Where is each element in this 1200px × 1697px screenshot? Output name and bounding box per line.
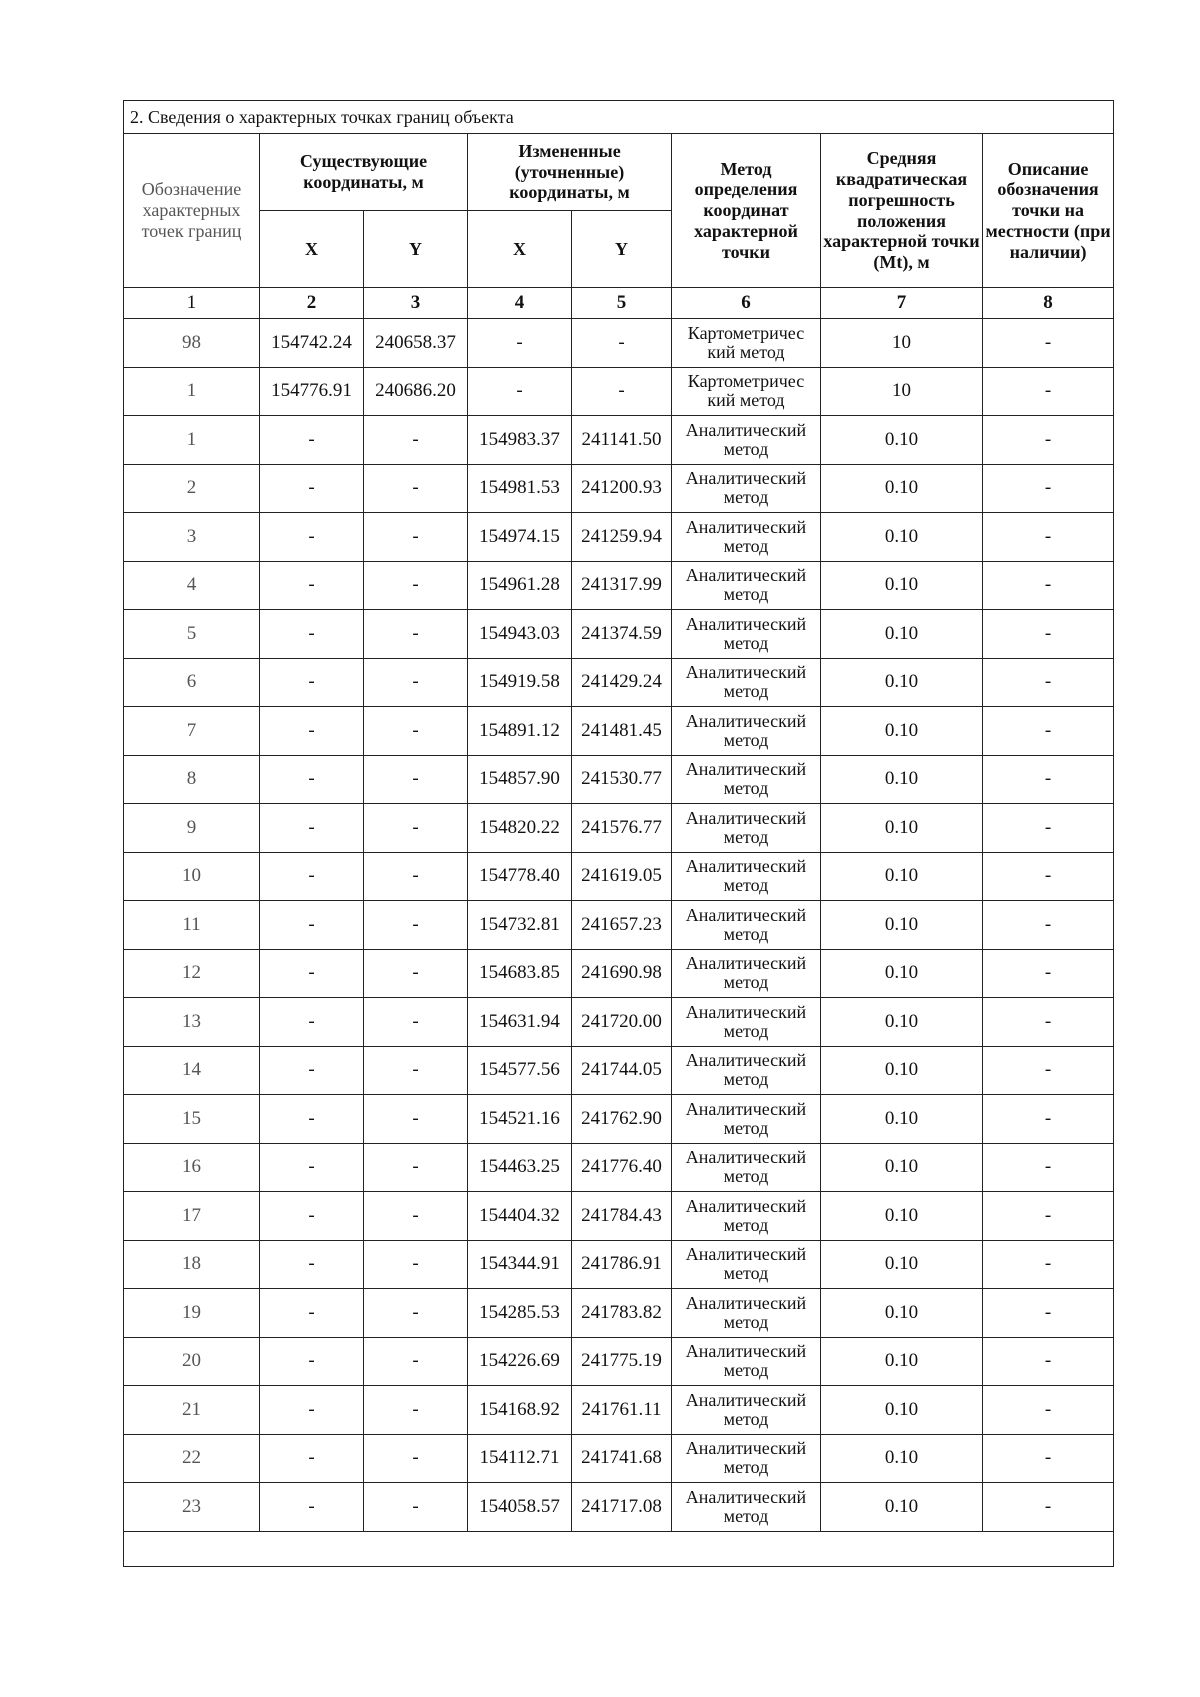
changed-y-value: 241786.91 <box>572 1240 672 1289</box>
column-number: 4 <box>468 288 572 319</box>
changed-y-value: 241720.00 <box>572 998 672 1047</box>
existing-x-value: - <box>260 901 364 950</box>
mean-error-value: 0.10 <box>821 561 983 610</box>
existing-x-value: - <box>260 1386 364 1435</box>
changed-y-value: 241576.77 <box>572 804 672 853</box>
mean-error-value: 0.10 <box>821 901 983 950</box>
mean-error-value: 0.10 <box>821 1386 983 1435</box>
method-value: Аналитический метод <box>672 901 821 950</box>
point-designation: 23 <box>124 1483 260 1532</box>
method-value: Аналитический метод <box>672 513 821 562</box>
header-existing-x: X <box>260 211 364 288</box>
existing-x-value: 154742.24 <box>260 319 364 368</box>
existing-y-value: - <box>364 561 468 610</box>
table-row <box>124 319 1114 368</box>
description-value: - <box>983 901 1114 950</box>
table-row <box>124 464 1114 513</box>
mean-error-value: 0.10 <box>821 1095 983 1144</box>
changed-y-value: 241741.68 <box>572 1434 672 1483</box>
existing-y-value: - <box>364 658 468 707</box>
description-value: - <box>983 1337 1114 1386</box>
mean-error-value: 0.10 <box>821 1337 983 1386</box>
existing-y-value: - <box>364 1289 468 1338</box>
point-designation: 21 <box>124 1386 260 1435</box>
boundary-points-sheet <box>123 100 1113 1567</box>
point-designation: 98 <box>124 319 260 368</box>
table-row <box>124 416 1114 465</box>
changed-y-value: 241775.19 <box>572 1337 672 1386</box>
table-row <box>124 1095 1114 1144</box>
header-existing-coordinates: Существующие координаты, м <box>260 134 468 211</box>
existing-y-value: - <box>364 901 468 950</box>
column-number: 2 <box>260 288 364 319</box>
description-value: - <box>983 1289 1114 1338</box>
mean-error-value: 0.10 <box>821 464 983 513</box>
table-row <box>124 513 1114 562</box>
point-designation: 2 <box>124 464 260 513</box>
existing-y-value: 240686.20 <box>364 367 468 416</box>
description-value: - <box>983 949 1114 998</box>
header-point-description: Описание обозначения точки на местности (при наличии) <box>983 134 1114 288</box>
header-changed-coordinates: Измененные (уточненные) координаты, м <box>468 134 672 211</box>
description-value: - <box>983 1095 1114 1144</box>
empty-footer-cell <box>124 1531 1114 1566</box>
changed-x-value: 154577.56 <box>468 1046 572 1095</box>
method-value: Аналитический метод <box>672 464 821 513</box>
description-value: - <box>983 367 1114 416</box>
table-row <box>124 1434 1114 1483</box>
existing-x-value: 154776.91 <box>260 367 364 416</box>
table-row <box>124 561 1114 610</box>
point-designation: 13 <box>124 998 260 1047</box>
point-designation: 9 <box>124 804 260 853</box>
changed-x-value: 154891.12 <box>468 707 572 756</box>
table-row <box>124 755 1114 804</box>
point-designation: 19 <box>124 1289 260 1338</box>
changed-x-value: 154732.81 <box>468 901 572 950</box>
existing-y-value: - <box>364 1240 468 1289</box>
method-value: Аналитический метод <box>672 1289 821 1338</box>
changed-y-value: 241317.99 <box>572 561 672 610</box>
existing-x-value: - <box>260 1483 364 1532</box>
existing-y-value: - <box>364 1143 468 1192</box>
table-row <box>124 949 1114 998</box>
method-value: Аналитический метод <box>672 1434 821 1483</box>
description-value: - <box>983 1192 1114 1241</box>
table-row <box>124 1046 1114 1095</box>
mean-error-value: 0.10 <box>821 658 983 707</box>
changed-y-value: 241784.43 <box>572 1192 672 1241</box>
existing-x-value: - <box>260 1434 364 1483</box>
changed-x-value: 154226.69 <box>468 1337 572 1386</box>
changed-x-value: 154820.22 <box>468 804 572 853</box>
table-row <box>124 1143 1114 1192</box>
method-value: Аналитический метод <box>672 416 821 465</box>
changed-y-value: 241657.23 <box>572 901 672 950</box>
mean-error-value: 0.10 <box>821 852 983 901</box>
existing-x-value: - <box>260 998 364 1047</box>
changed-x-value: 154919.58 <box>468 658 572 707</box>
changed-x-value: - <box>468 319 572 368</box>
method-value: Аналитический метод <box>672 1337 821 1386</box>
existing-y-value: - <box>364 755 468 804</box>
point-designation: 4 <box>124 561 260 610</box>
existing-y-value: - <box>364 1386 468 1435</box>
changed-x-value: 154631.94 <box>468 998 572 1047</box>
column-number: 1 <box>124 288 260 319</box>
changed-x-value: 154943.03 <box>468 610 572 659</box>
point-designation: 10 <box>124 852 260 901</box>
changed-x-value: 154778.40 <box>468 852 572 901</box>
existing-x-value: - <box>260 610 364 659</box>
method-value: Аналитический метод <box>672 1143 821 1192</box>
mean-error-value: 0.10 <box>821 1192 983 1241</box>
existing-x-value: - <box>260 561 364 610</box>
description-value: - <box>983 707 1114 756</box>
mean-error-value: 0.10 <box>821 1143 983 1192</box>
mean-error-value: 10 <box>821 319 983 368</box>
description-value: - <box>983 852 1114 901</box>
changed-y-value: 241200.93 <box>572 464 672 513</box>
method-value: Аналитический метод <box>672 658 821 707</box>
method-value: Аналитический метод <box>672 1046 821 1095</box>
mean-error-value: 10 <box>821 367 983 416</box>
changed-x-value: 154344.91 <box>468 1240 572 1289</box>
method-value: Аналитический метод <box>672 998 821 1047</box>
table-row <box>124 1192 1114 1241</box>
changed-x-value: 154983.37 <box>468 416 572 465</box>
table-row <box>124 707 1114 756</box>
description-value: - <box>983 1386 1114 1435</box>
existing-y-value: - <box>364 1434 468 1483</box>
header-changed-y: Y <box>572 211 672 288</box>
changed-y-value: 241761.11 <box>572 1386 672 1435</box>
mean-error-value: 0.10 <box>821 804 983 853</box>
method-value: Аналитический метод <box>672 610 821 659</box>
table-row <box>124 998 1114 1047</box>
table-row <box>124 367 1114 416</box>
description-value: - <box>983 561 1114 610</box>
table-row <box>124 1483 1114 1532</box>
point-designation: 12 <box>124 949 260 998</box>
changed-x-value: 154168.92 <box>468 1386 572 1435</box>
description-value: - <box>983 416 1114 465</box>
description-value: - <box>983 464 1114 513</box>
column-number: 6 <box>672 288 821 319</box>
existing-x-value: - <box>260 513 364 562</box>
existing-x-value: - <box>260 949 364 998</box>
changed-y-value: - <box>572 319 672 368</box>
mean-error-value: 0.10 <box>821 998 983 1047</box>
table-body <box>124 319 1114 1532</box>
changed-y-value: 241783.82 <box>572 1289 672 1338</box>
changed-x-value: 154683.85 <box>468 949 572 998</box>
changed-x-value: 154961.28 <box>468 561 572 610</box>
description-value: - <box>983 804 1114 853</box>
point-designation: 8 <box>124 755 260 804</box>
existing-x-value: - <box>260 1046 364 1095</box>
table-row <box>124 1289 1114 1338</box>
existing-y-value: 240658.37 <box>364 319 468 368</box>
changed-x-value: 154981.53 <box>468 464 572 513</box>
method-value: Аналитический метод <box>672 707 821 756</box>
existing-x-value: - <box>260 755 364 804</box>
changed-x-value: 154974.15 <box>468 513 572 562</box>
existing-x-value: - <box>260 416 364 465</box>
header-mean-error: Средняя квадратическая погрешность положения характерной точки (Mt), м <box>821 134 983 288</box>
changed-x-value: 154058.57 <box>468 1483 572 1532</box>
point-designation: 14 <box>124 1046 260 1095</box>
mean-error-value: 0.10 <box>821 1046 983 1095</box>
point-designation: 7 <box>124 707 260 756</box>
mean-error-value: 0.10 <box>821 755 983 804</box>
table-row <box>124 1240 1114 1289</box>
method-value: Аналитический метод <box>672 1095 821 1144</box>
point-designation: 17 <box>124 1192 260 1241</box>
existing-y-value: - <box>364 1046 468 1095</box>
column-number: 5 <box>572 288 672 319</box>
mean-error-value: 0.10 <box>821 1483 983 1532</box>
changed-y-value: 241744.05 <box>572 1046 672 1095</box>
column-number: 3 <box>364 288 468 319</box>
changed-y-value: 241762.90 <box>572 1095 672 1144</box>
changed-x-value: - <box>468 367 572 416</box>
point-designation: 5 <box>124 610 260 659</box>
point-designation: 1 <box>124 367 260 416</box>
method-value: Аналитический метод <box>672 949 821 998</box>
existing-y-value: - <box>364 610 468 659</box>
existing-y-value: - <box>364 1337 468 1386</box>
changed-y-value: 241776.40 <box>572 1143 672 1192</box>
mean-error-value: 0.10 <box>821 416 983 465</box>
table-row <box>124 610 1114 659</box>
existing-y-value: - <box>364 949 468 998</box>
column-number: 7 <box>821 288 983 319</box>
table-row <box>124 804 1114 853</box>
table-row <box>124 1337 1114 1386</box>
changed-y-value: 241481.45 <box>572 707 672 756</box>
method-value: Аналитический метод <box>672 755 821 804</box>
table-row <box>124 901 1114 950</box>
point-designation: 1 <box>124 416 260 465</box>
changed-y-value: 241717.08 <box>572 1483 672 1532</box>
existing-x-value: - <box>260 1240 364 1289</box>
existing-x-value: - <box>260 658 364 707</box>
point-designation: 11 <box>124 901 260 950</box>
point-designation: 15 <box>124 1095 260 1144</box>
existing-y-value: - <box>364 998 468 1047</box>
changed-y-value: 241530.77 <box>572 755 672 804</box>
method-value: Картометричес кий метод <box>672 367 821 416</box>
existing-y-value: - <box>364 1483 468 1532</box>
header-existing-y: Y <box>364 211 468 288</box>
mean-error-value: 0.10 <box>821 1434 983 1483</box>
existing-x-value: - <box>260 852 364 901</box>
changed-x-value: 154112.71 <box>468 1434 572 1483</box>
mean-error-value: 0.10 <box>821 949 983 998</box>
description-value: - <box>983 998 1114 1047</box>
description-value: - <box>983 1143 1114 1192</box>
boundary-points-table <box>123 100 1114 1567</box>
changed-x-value: 154521.16 <box>468 1095 572 1144</box>
changed-y-value: 241141.50 <box>572 416 672 465</box>
changed-y-value: - <box>572 367 672 416</box>
header-point-designation: Обозначение характерных точек границ <box>124 134 260 288</box>
method-value: Аналитический метод <box>672 1240 821 1289</box>
point-designation: 22 <box>124 1434 260 1483</box>
point-designation: 3 <box>124 513 260 562</box>
existing-y-value: - <box>364 1095 468 1144</box>
description-value: - <box>983 319 1114 368</box>
mean-error-value: 0.10 <box>821 1289 983 1338</box>
existing-x-value: - <box>260 1192 364 1241</box>
header-changed-x: X <box>468 211 572 288</box>
table-row <box>124 1386 1114 1435</box>
changed-y-value: 241690.98 <box>572 949 672 998</box>
header-method: Метод определения координат характерной точки <box>672 134 821 288</box>
existing-x-value: - <box>260 1143 364 1192</box>
method-value: Аналитический метод <box>672 1386 821 1435</box>
existing-x-value: - <box>260 464 364 513</box>
point-designation: 18 <box>124 1240 260 1289</box>
changed-x-value: 154285.53 <box>468 1289 572 1338</box>
changed-x-value: 154857.90 <box>468 755 572 804</box>
existing-x-value: - <box>260 1337 364 1386</box>
description-value: - <box>983 1046 1114 1095</box>
existing-x-value: - <box>260 1289 364 1338</box>
point-designation: 16 <box>124 1143 260 1192</box>
method-value: Аналитический метод <box>672 804 821 853</box>
empty-footer-row <box>124 1531 1114 1566</box>
point-designation: 20 <box>124 1337 260 1386</box>
existing-y-value: - <box>364 707 468 756</box>
point-designation: 6 <box>124 658 260 707</box>
mean-error-value: 0.10 <box>821 707 983 756</box>
mean-error-value: 0.10 <box>821 513 983 562</box>
existing-y-value: - <box>364 804 468 853</box>
changed-y-value: 241374.59 <box>572 610 672 659</box>
description-value: - <box>983 1483 1114 1532</box>
section-title: 2. Сведения о характерных точках границ объекта <box>124 101 1114 134</box>
table-row <box>124 852 1114 901</box>
existing-y-value: - <box>364 416 468 465</box>
existing-y-value: - <box>364 852 468 901</box>
changed-x-value: 154404.32 <box>468 1192 572 1241</box>
method-value: Картометричес кий метод <box>672 319 821 368</box>
changed-x-value: 154463.25 <box>468 1143 572 1192</box>
method-value: Аналитический метод <box>672 852 821 901</box>
description-value: - <box>983 1240 1114 1289</box>
changed-y-value: 241259.94 <box>572 513 672 562</box>
method-value: Аналитический метод <box>672 1192 821 1241</box>
method-value: Аналитический метод <box>672 561 821 610</box>
existing-x-value: - <box>260 707 364 756</box>
mean-error-value: 0.10 <box>821 1240 983 1289</box>
existing-y-value: - <box>364 1192 468 1241</box>
existing-x-value: - <box>260 804 364 853</box>
description-value: - <box>983 658 1114 707</box>
changed-y-value: 241429.24 <box>572 658 672 707</box>
existing-y-value: - <box>364 513 468 562</box>
method-value: Аналитический метод <box>672 1483 821 1532</box>
existing-y-value: - <box>364 464 468 513</box>
table-row <box>124 658 1114 707</box>
column-number: 8 <box>983 288 1114 319</box>
description-value: - <box>983 755 1114 804</box>
description-value: - <box>983 513 1114 562</box>
changed-y-value: 241619.05 <box>572 852 672 901</box>
description-value: - <box>983 610 1114 659</box>
mean-error-value: 0.10 <box>821 610 983 659</box>
column-number-row <box>124 288 1114 319</box>
description-value: - <box>983 1434 1114 1483</box>
existing-x-value: - <box>260 1095 364 1144</box>
